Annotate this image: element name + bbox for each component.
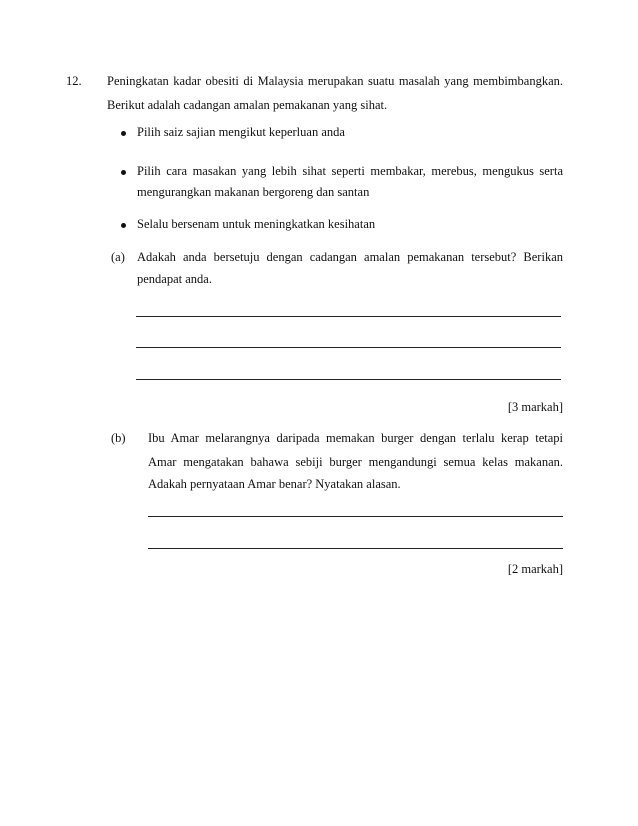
part-b-label: (b) <box>111 431 126 445</box>
part-a-answer-line-1[interactable] <box>136 316 561 317</box>
bullet-2-text-line1: Pilih cara masakan yang lebih sihat seperti membakar, merebus, mengukus serta <box>137 164 563 178</box>
part-a-answer-line-3[interactable] <box>136 379 561 380</box>
question-intro-line1: Peningkatan kadar obesiti di Malaysia merupakan suatu masalah yang membimbangkan. <box>107 74 563 88</box>
part-b-answer-line-1[interactable] <box>148 516 563 517</box>
part-a-question-line1: Adakah anda bersetuju dengan cadangan amalan pemakanan tersebut? Berikan <box>137 250 563 264</box>
part-a-question-line2: pendapat anda. <box>137 272 212 286</box>
part-a-label: (a) <box>111 250 125 264</box>
bullet-1-text: Pilih saiz sajian mengikut keperluan anda <box>137 125 345 139</box>
bullet-dot-1 <box>121 131 126 136</box>
bullet-dot-2 <box>121 170 126 175</box>
part-b-question-line3: Adakah pernyataan Amar benar? Nyatakan alasan. <box>148 477 401 491</box>
part-b-marks: [2 markah] <box>507 562 563 576</box>
part-b-question-line2: Amar mengatakan bahawa sebiji burger mengandungi semua kelas makanan. <box>148 455 563 469</box>
part-b-question-line1: Ibu Amar melarangnya daripada memakan burger dengan terlalu kerap tetapi <box>148 431 563 445</box>
bullet-3-text: Selalu bersenam untuk meningkatkan kesihatan <box>137 217 376 231</box>
part-a-answer-line-2[interactable] <box>136 347 561 348</box>
part-b-answer-line-2[interactable] <box>148 548 563 549</box>
bullet-2-text-line2: mengurangkan makanan bergoreng dan santan <box>137 185 370 199</box>
question-intro-line2: Berikut adalah cadangan amalan pemakanan yang sihat. <box>107 98 388 112</box>
bullet-dot-3 <box>121 223 126 228</box>
question-number: 12. <box>66 74 82 88</box>
part-a-marks: [3 markah] <box>507 400 563 414</box>
